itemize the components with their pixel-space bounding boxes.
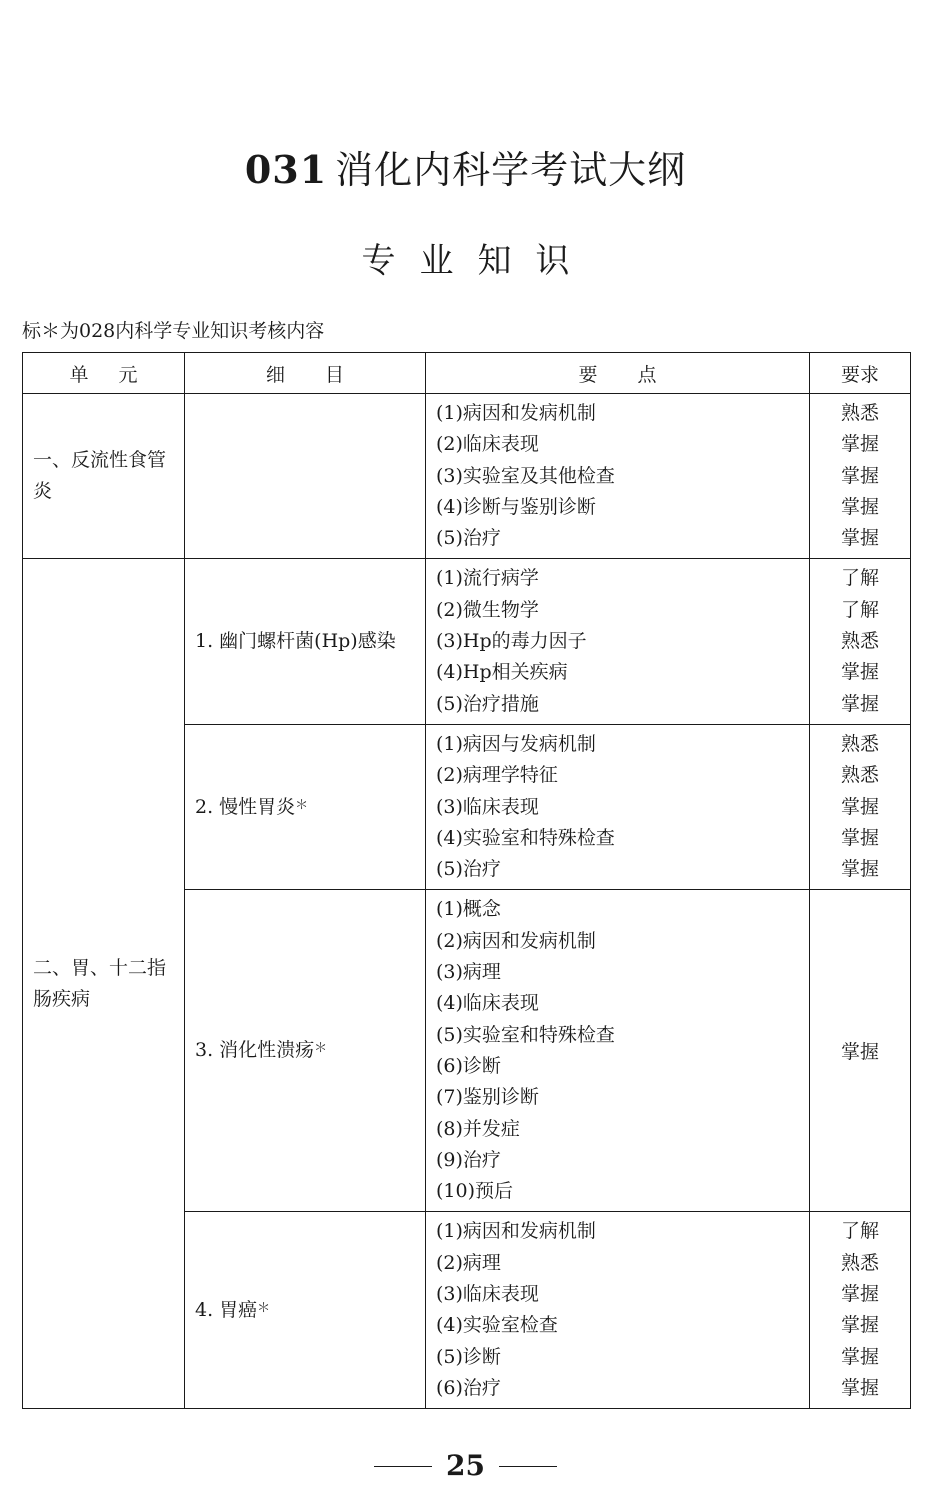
requirement-cell xyxy=(810,1212,911,1409)
requirement-level: 掌握 xyxy=(840,661,879,684)
points-cell xyxy=(426,890,810,1212)
point-item: (6)诊断 xyxy=(436,1054,501,1077)
star-note: 标＊为028内科学专业知识考核内容 xyxy=(22,320,325,342)
point-item: (1)病因和发病机制 xyxy=(436,1220,596,1243)
point-item: (1)概念 xyxy=(436,898,501,921)
unit-cell: 一、反流性食管炎 xyxy=(23,394,185,559)
table-row xyxy=(23,394,911,559)
point-item: (6)治疗 xyxy=(436,1376,501,1399)
point-item: (7)鉴别诊断 xyxy=(436,1086,539,1109)
points-cell xyxy=(426,394,810,559)
footer-rule-left xyxy=(374,1466,432,1467)
requirement-cell xyxy=(810,394,911,559)
point-item: (1)病因与发病机制 xyxy=(436,732,596,755)
point-item: (2)病理 xyxy=(436,1251,501,1274)
point-item: (2)临床表现 xyxy=(436,433,539,456)
requirement-level: 熟悉 xyxy=(840,1251,879,1274)
item-cell xyxy=(185,559,426,724)
requirement-level: 熟悉 xyxy=(840,732,879,755)
point-item: (4)临床表现 xyxy=(436,992,539,1015)
item-cell xyxy=(185,394,426,559)
document-title xyxy=(0,140,931,200)
requirement-level: 了解 xyxy=(840,598,879,621)
point-item: (4)实验室检查 xyxy=(436,1314,558,1337)
requirement-level: 了解 xyxy=(840,567,879,590)
footer-rule-right xyxy=(499,1466,557,1467)
points-cell xyxy=(426,724,810,889)
point-item: (5)实验室和特殊检查 xyxy=(436,1023,615,1046)
point-item: (2)微生物学 xyxy=(436,598,539,621)
point-item: (4)诊断与鉴别诊断 xyxy=(436,495,596,518)
syllabus-table xyxy=(22,352,911,1409)
point-item: (1)病因和发病机制 xyxy=(436,402,596,424)
point-item: (3)病理 xyxy=(436,961,501,984)
requirement-level: 掌握 xyxy=(840,826,879,849)
requirement-level: 掌握 xyxy=(840,1345,879,1368)
table-row xyxy=(23,559,911,724)
point-item: (5)治疗措施 xyxy=(436,692,539,715)
point-item: (5)治疗 xyxy=(436,858,501,881)
item-cell xyxy=(185,724,426,889)
point-item: (1)流行病学 xyxy=(436,567,539,590)
page-number: 25 xyxy=(446,1449,485,1482)
points-cell xyxy=(426,1212,810,1409)
requirement-level: 熟悉 xyxy=(840,764,879,787)
page-footer xyxy=(0,1446,931,1486)
exam-code: 031 xyxy=(244,147,328,192)
requirement-level: 掌握 xyxy=(840,1376,879,1399)
requirement-level: 掌握 xyxy=(840,1283,879,1306)
unit-cell: 二、胃、十二指肠疾病 xyxy=(23,559,185,1409)
star-mark: ＊ xyxy=(295,797,309,813)
star-mark: ＊ xyxy=(257,1300,271,1316)
table-body xyxy=(23,394,911,1409)
points-cell xyxy=(426,559,810,724)
requirement-level: 掌握 xyxy=(840,1041,879,1064)
header-points: 要点 xyxy=(426,353,810,394)
item-name: 2. 慢性胃炎 xyxy=(195,795,296,818)
point-item: (2)病理学特征 xyxy=(436,764,558,787)
header-requirement: 要求 xyxy=(810,353,911,394)
requirement-level: 熟悉 xyxy=(840,402,879,424)
point-item: (8)并发症 xyxy=(436,1117,520,1140)
requirement-level: 掌握 xyxy=(840,464,879,487)
item-cell xyxy=(185,890,426,1212)
item-name: 1. 幽门螺杆菌(Hp)感染 xyxy=(195,630,396,653)
point-item: (4)Hp相关疾病 xyxy=(436,661,568,684)
point-item: (9)治疗 xyxy=(436,1148,501,1171)
requirement-level: 掌握 xyxy=(840,527,879,550)
requirement-level: 掌握 xyxy=(840,858,879,881)
requirement-level: 掌握 xyxy=(840,795,879,818)
header-item: 细目 xyxy=(185,353,426,394)
point-item: (4)实验室和特殊检查 xyxy=(436,826,615,849)
section-title: 专业知识 xyxy=(361,241,594,281)
item-name: 4. 胃癌 xyxy=(195,1298,258,1321)
requirement-level: 掌握 xyxy=(840,1314,879,1337)
item-cell xyxy=(185,1212,426,1409)
point-item: (5)诊断 xyxy=(436,1345,501,1368)
requirement-cell xyxy=(810,559,911,724)
requirement-level: 掌握 xyxy=(840,495,879,518)
star-mark: ＊ xyxy=(314,1041,328,1057)
requirement-cell xyxy=(810,890,911,1212)
point-item: (3)Hp的毒力因子 xyxy=(436,630,587,653)
point-item: (3)临床表现 xyxy=(436,795,539,818)
item-name: 3. 消化性溃疡 xyxy=(195,1039,315,1062)
requirement-level: 掌握 xyxy=(840,433,879,456)
requirement-level: 熟悉 xyxy=(840,630,879,653)
point-item: (3)实验室及其他检查 xyxy=(436,464,615,487)
requirement-cell xyxy=(810,724,911,889)
point-item: (5)治疗 xyxy=(436,527,501,550)
table-header-row xyxy=(23,353,911,394)
requirement-level: 了解 xyxy=(840,1220,879,1243)
point-item: (2)病因和发病机制 xyxy=(436,929,596,952)
header-unit: 单元 xyxy=(23,353,185,394)
point-item: (3)临床表现 xyxy=(436,1283,539,1306)
point-item: (10)预后 xyxy=(436,1180,514,1203)
exam-title: 消化内科学考试大纲 xyxy=(335,148,687,192)
requirement-level: 掌握 xyxy=(840,692,879,715)
